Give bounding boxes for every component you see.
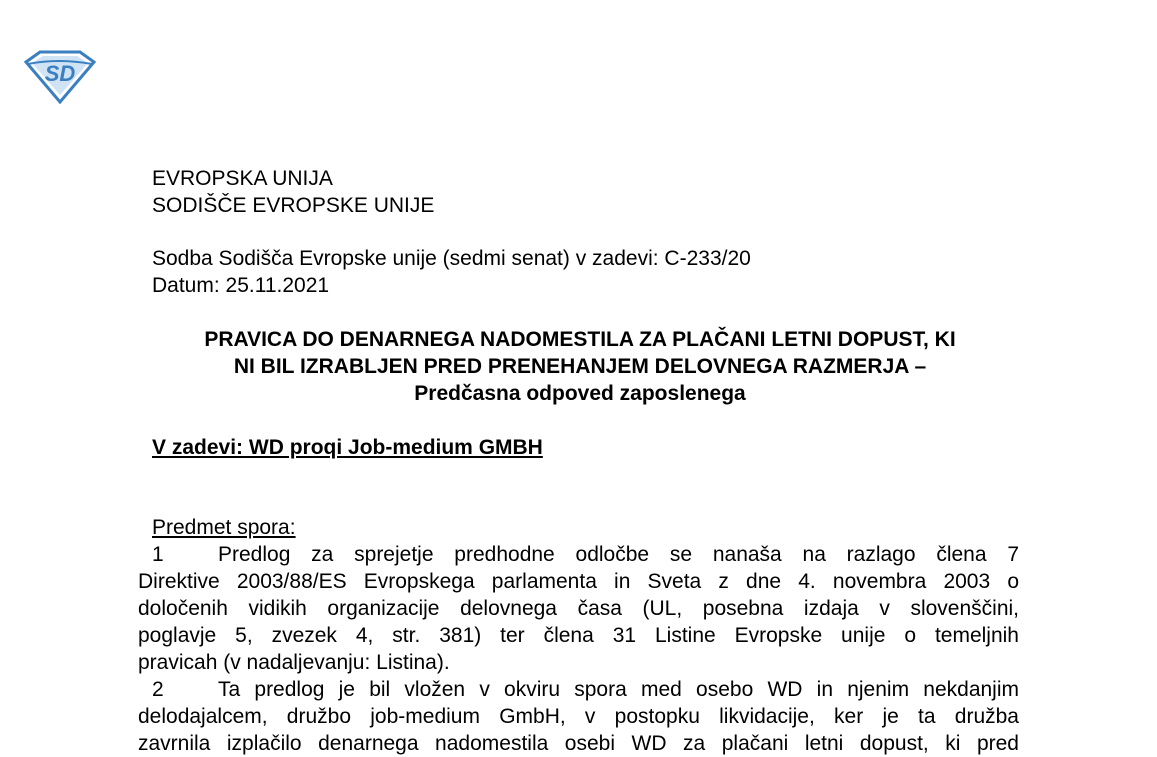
case-title: V zadevi: WD proqi Job-medium GMBH [152, 436, 543, 459]
judgment-date: Datum: 25.11.2021 [152, 274, 330, 297]
paragraph-number: 2 [152, 678, 164, 701]
judgment-reference: Sodba Sodišča Evropske unije (sedmi senat) v zadevi: C-233/20 [152, 247, 751, 270]
logo-text: SD [44, 61, 76, 86]
title-line-2: NI BIL IZRABLJEN PRED PRENEHANJEM DELOVNEGA RAZMERJA – [233, 355, 927, 378]
paragraph-1-line-5: pravicah (v nadaljevanju: Listina). [138, 651, 450, 674]
paragraph-2-line-1 [138, 676, 1019, 703]
paragraph-text: Ta predlog je bil vložen v okviru spora med osebo WD in njenim nekdanjim [218, 678, 1019, 701]
paragraph-1-line-1 [138, 541, 1019, 568]
paragraph-number: 1 [152, 543, 164, 566]
paragraph-2-line-2: delodajalcem, družbo job-medium GmbH, v postopku likvidacije, ker je ta družba [138, 705, 1019, 728]
paragraph-1-line-3: določenih vidikih organizacije delovnega časa (UL, posebna izdaja v slovenščini, [138, 597, 1019, 620]
authority-line-1: EVROPSKA UNIJA [152, 167, 333, 190]
paragraph-1-line-4: poglavje 5, zvezek 4, str. 381) ter člena 31 Listine Evropske unije o temeljnih [138, 624, 1019, 647]
paragraph-text: Predlog za sprejetje predhodne odločbe se nanaša na razlago člena 7 [218, 543, 1019, 566]
subject-heading: Predmet spora: [152, 516, 296, 539]
authority-line-2: SODIŠČE EVROPSKE UNIJE [152, 194, 435, 217]
title-line-3: Predčasna odpoved zaposlenega [414, 382, 746, 405]
paragraph-1-line-2: Direktive 2003/88/ES Evropskega parlamenta in Sveta z dne 4. novembra 2003 o [138, 570, 1019, 593]
title-line-1: PRAVICA DO DENARNEGA NADOMESTILA ZA PLAČANI LETNI DOPUST, KI [204, 328, 956, 351]
paragraph-2-line-3: zavrnila izplačilo denarnega nadomestila osebi WD za plačani letni dopust, ki pred [138, 732, 1019, 755]
